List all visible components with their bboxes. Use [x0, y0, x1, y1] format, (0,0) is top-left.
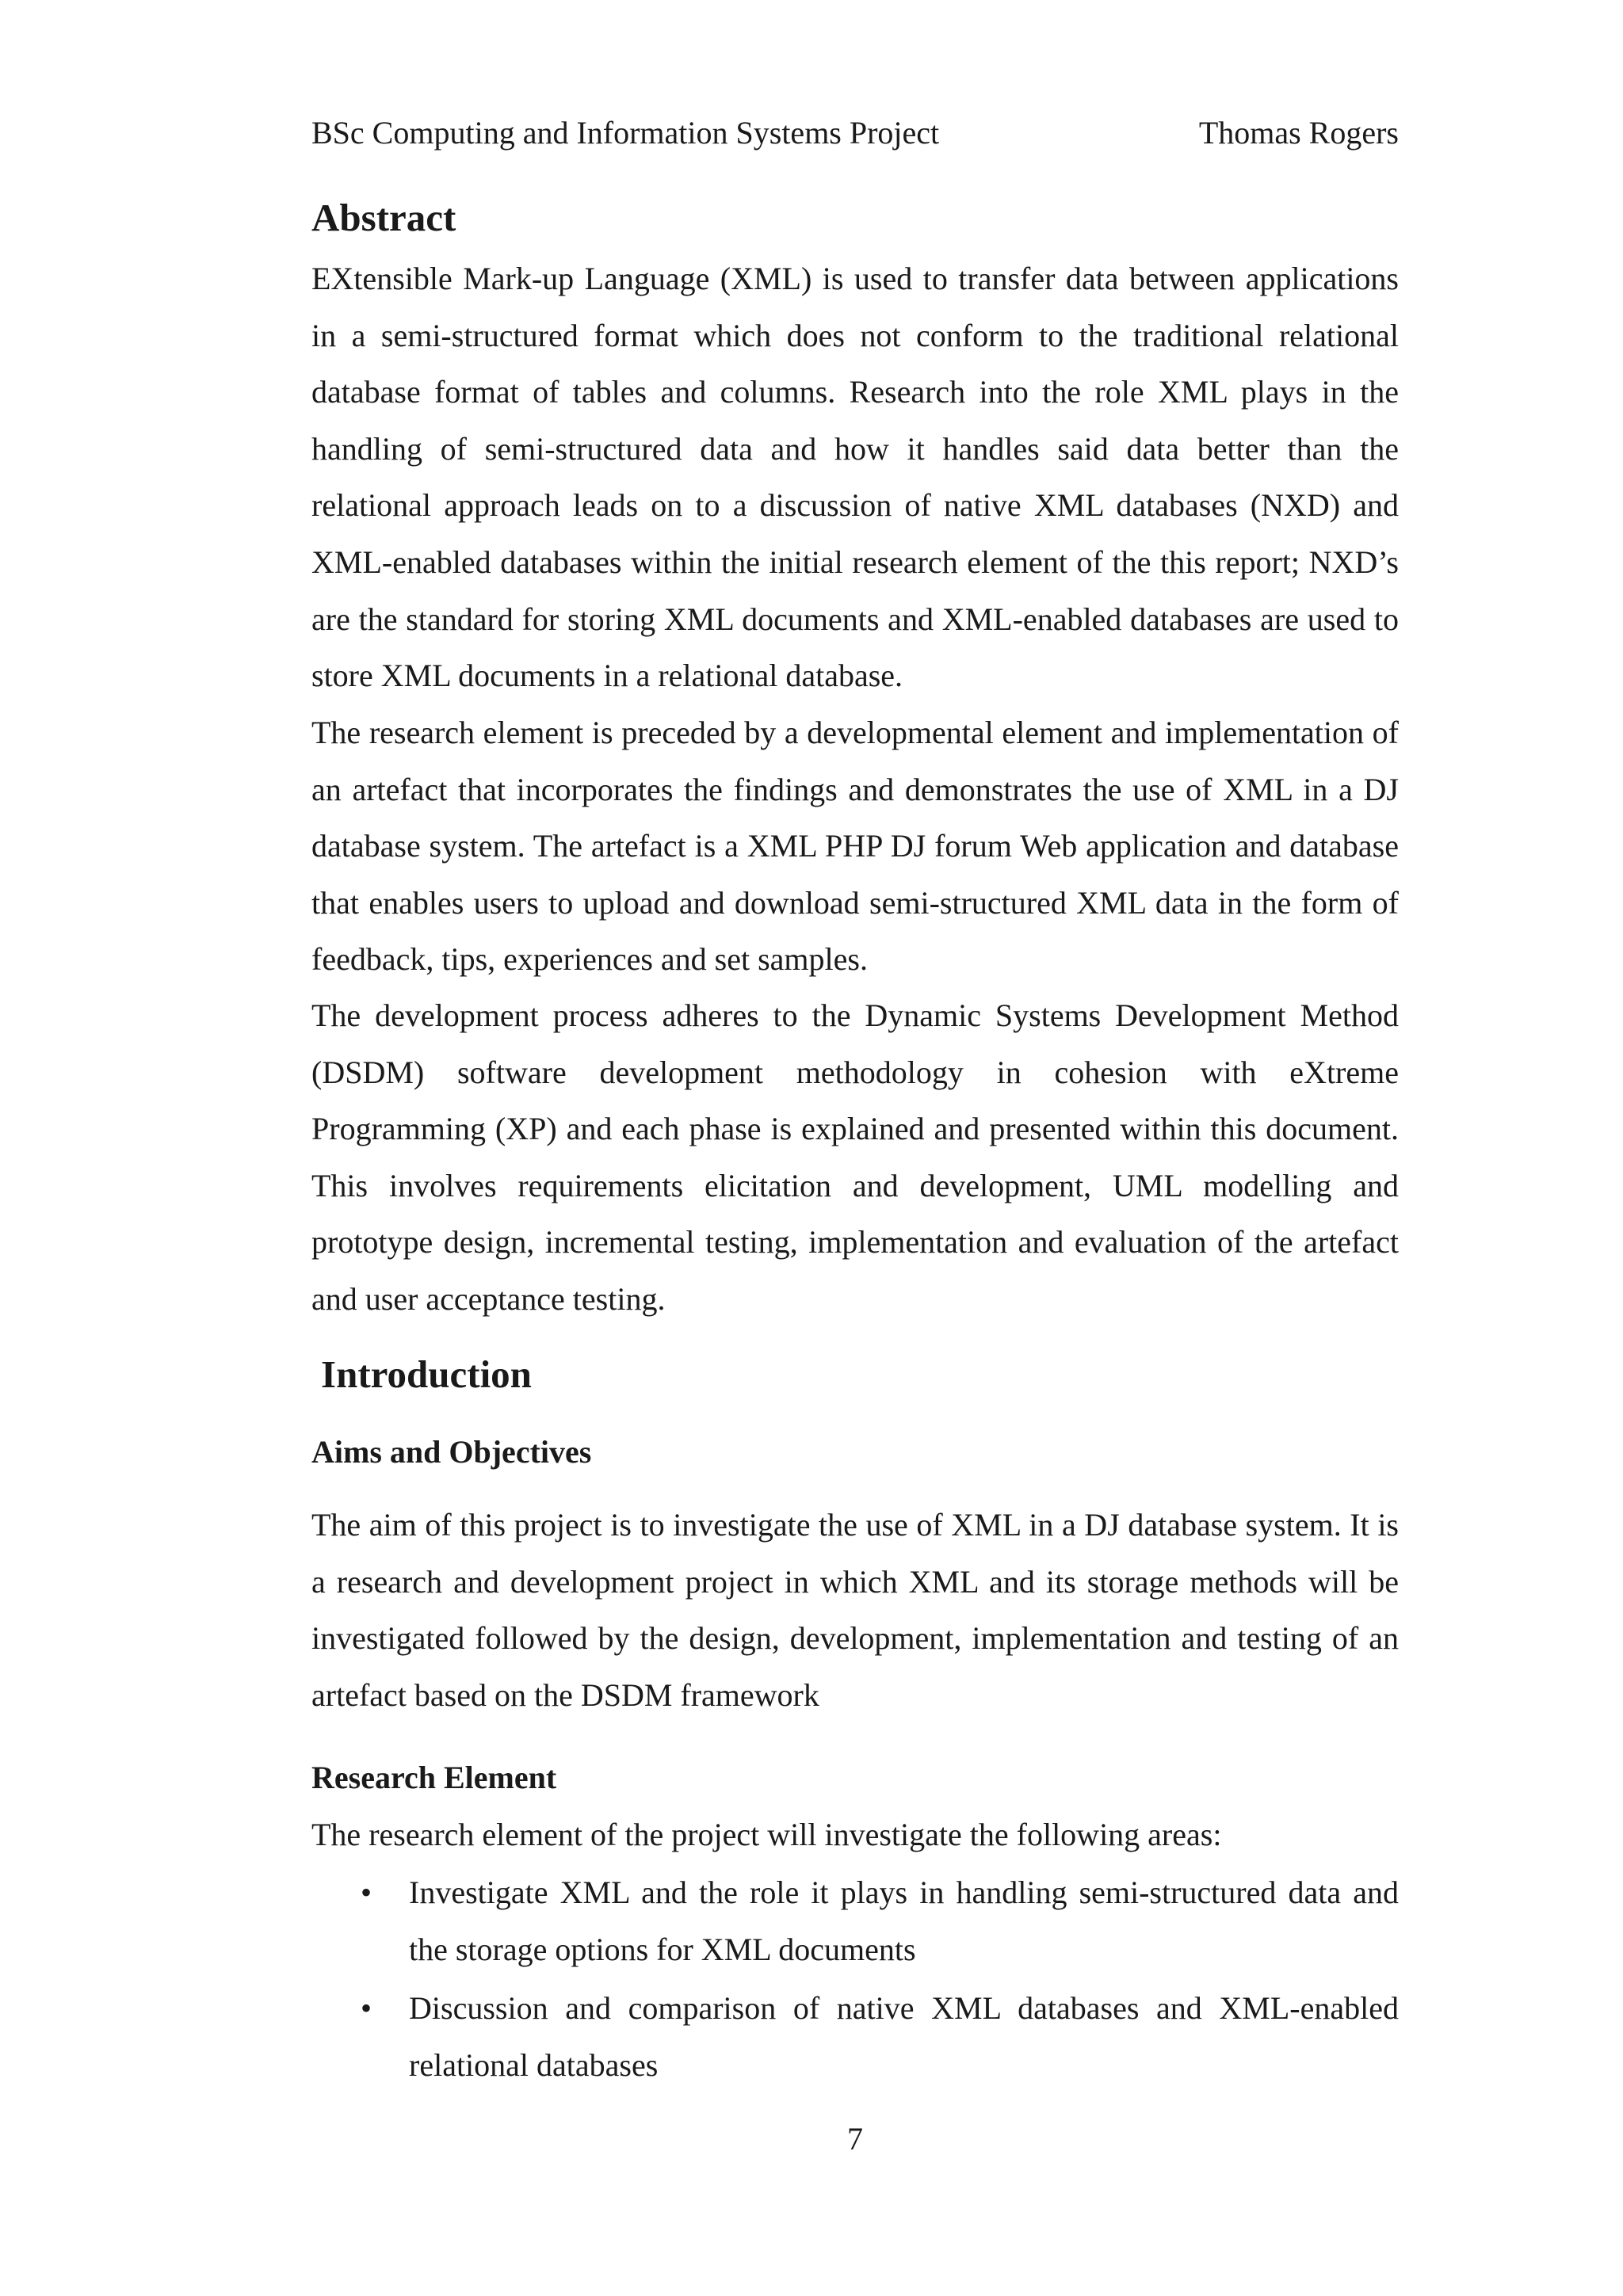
page-number: 7 [847, 2121, 863, 2157]
aims-objectives-paragraph: The aim of this project is to investigate the use of XML in a DJ database system. It is a research and development project in which XML and its storage methods will be investigated followed by the design, development, implementation and testing of an artefact based on the DSDM framework [311, 1507, 1399, 1713]
abstract-paragraph-1: EXtensible Mark-up Language (XML) is used to transfer data between applications in a semi-structured format which does not conform to the traditional relational database format of tables and columns. Research into the role XML plays in the handling of semi-structured data and how it handles said data better than the relational approach leads on to a discussion of native XML databases (NXD) and XML-enabled databases within the initial research element of the this report; NXD’s are the standard for storing XML documents and XML-enabled databases are used to store XML documents in a relational database. [311, 261, 1399, 694]
list-item [311, 1980, 1399, 2094]
list-item-text: Investigate XML and the role it plays in handling semi-structured data and the storage options for XML documents [409, 1875, 1399, 1967]
abstract-paragraph-2: The research element is preceded by a developmental element and implementation of an artefact that incorporates the findings and demonstrates the use of XML in a DJ database system. The artefact is a XML PHP DJ forum Web application and database that enables users to upload and download semi-structured XML data in the form of feedback, tips, experiences and set samples. [311, 715, 1399, 978]
abstract-heading: Abstract [311, 196, 456, 239]
bullet-dot-icon: • [361, 1990, 372, 2026]
research-element-intro: The research element of the project will investigate the following areas: [311, 1817, 1222, 1852]
aims-objectives-heading: Aims and Objectives [311, 1434, 592, 1470]
research-areas-list [311, 1864, 1399, 2096]
header-author: Thomas Rogers [1198, 115, 1399, 151]
list-item [311, 1864, 1399, 1978]
bullet-dot-icon: • [361, 1875, 372, 1910]
list-item-text: Discussion and comparison of native XML databases and XML-enabled relational databases [409, 1990, 1399, 2083]
header-project-title: BSc Computing and Information Systems Project [311, 115, 940, 151]
introduction-heading: Introduction [321, 1352, 532, 1396]
research-element-heading: Research Element [311, 1760, 557, 1795]
abstract-paragraph-3: The development process adheres to the Dynamic Systems Development Method (DSDM) software development methodology in cohesion with eXtreme Programming (XP) and each phase is explained and presented within this document. This involves requirements elicitation and development, UML modelling and prototype design, incremental testing, implementation and evaluation of the artefact and user acceptance testing. [311, 997, 1399, 1317]
page-header [311, 109, 1399, 157]
